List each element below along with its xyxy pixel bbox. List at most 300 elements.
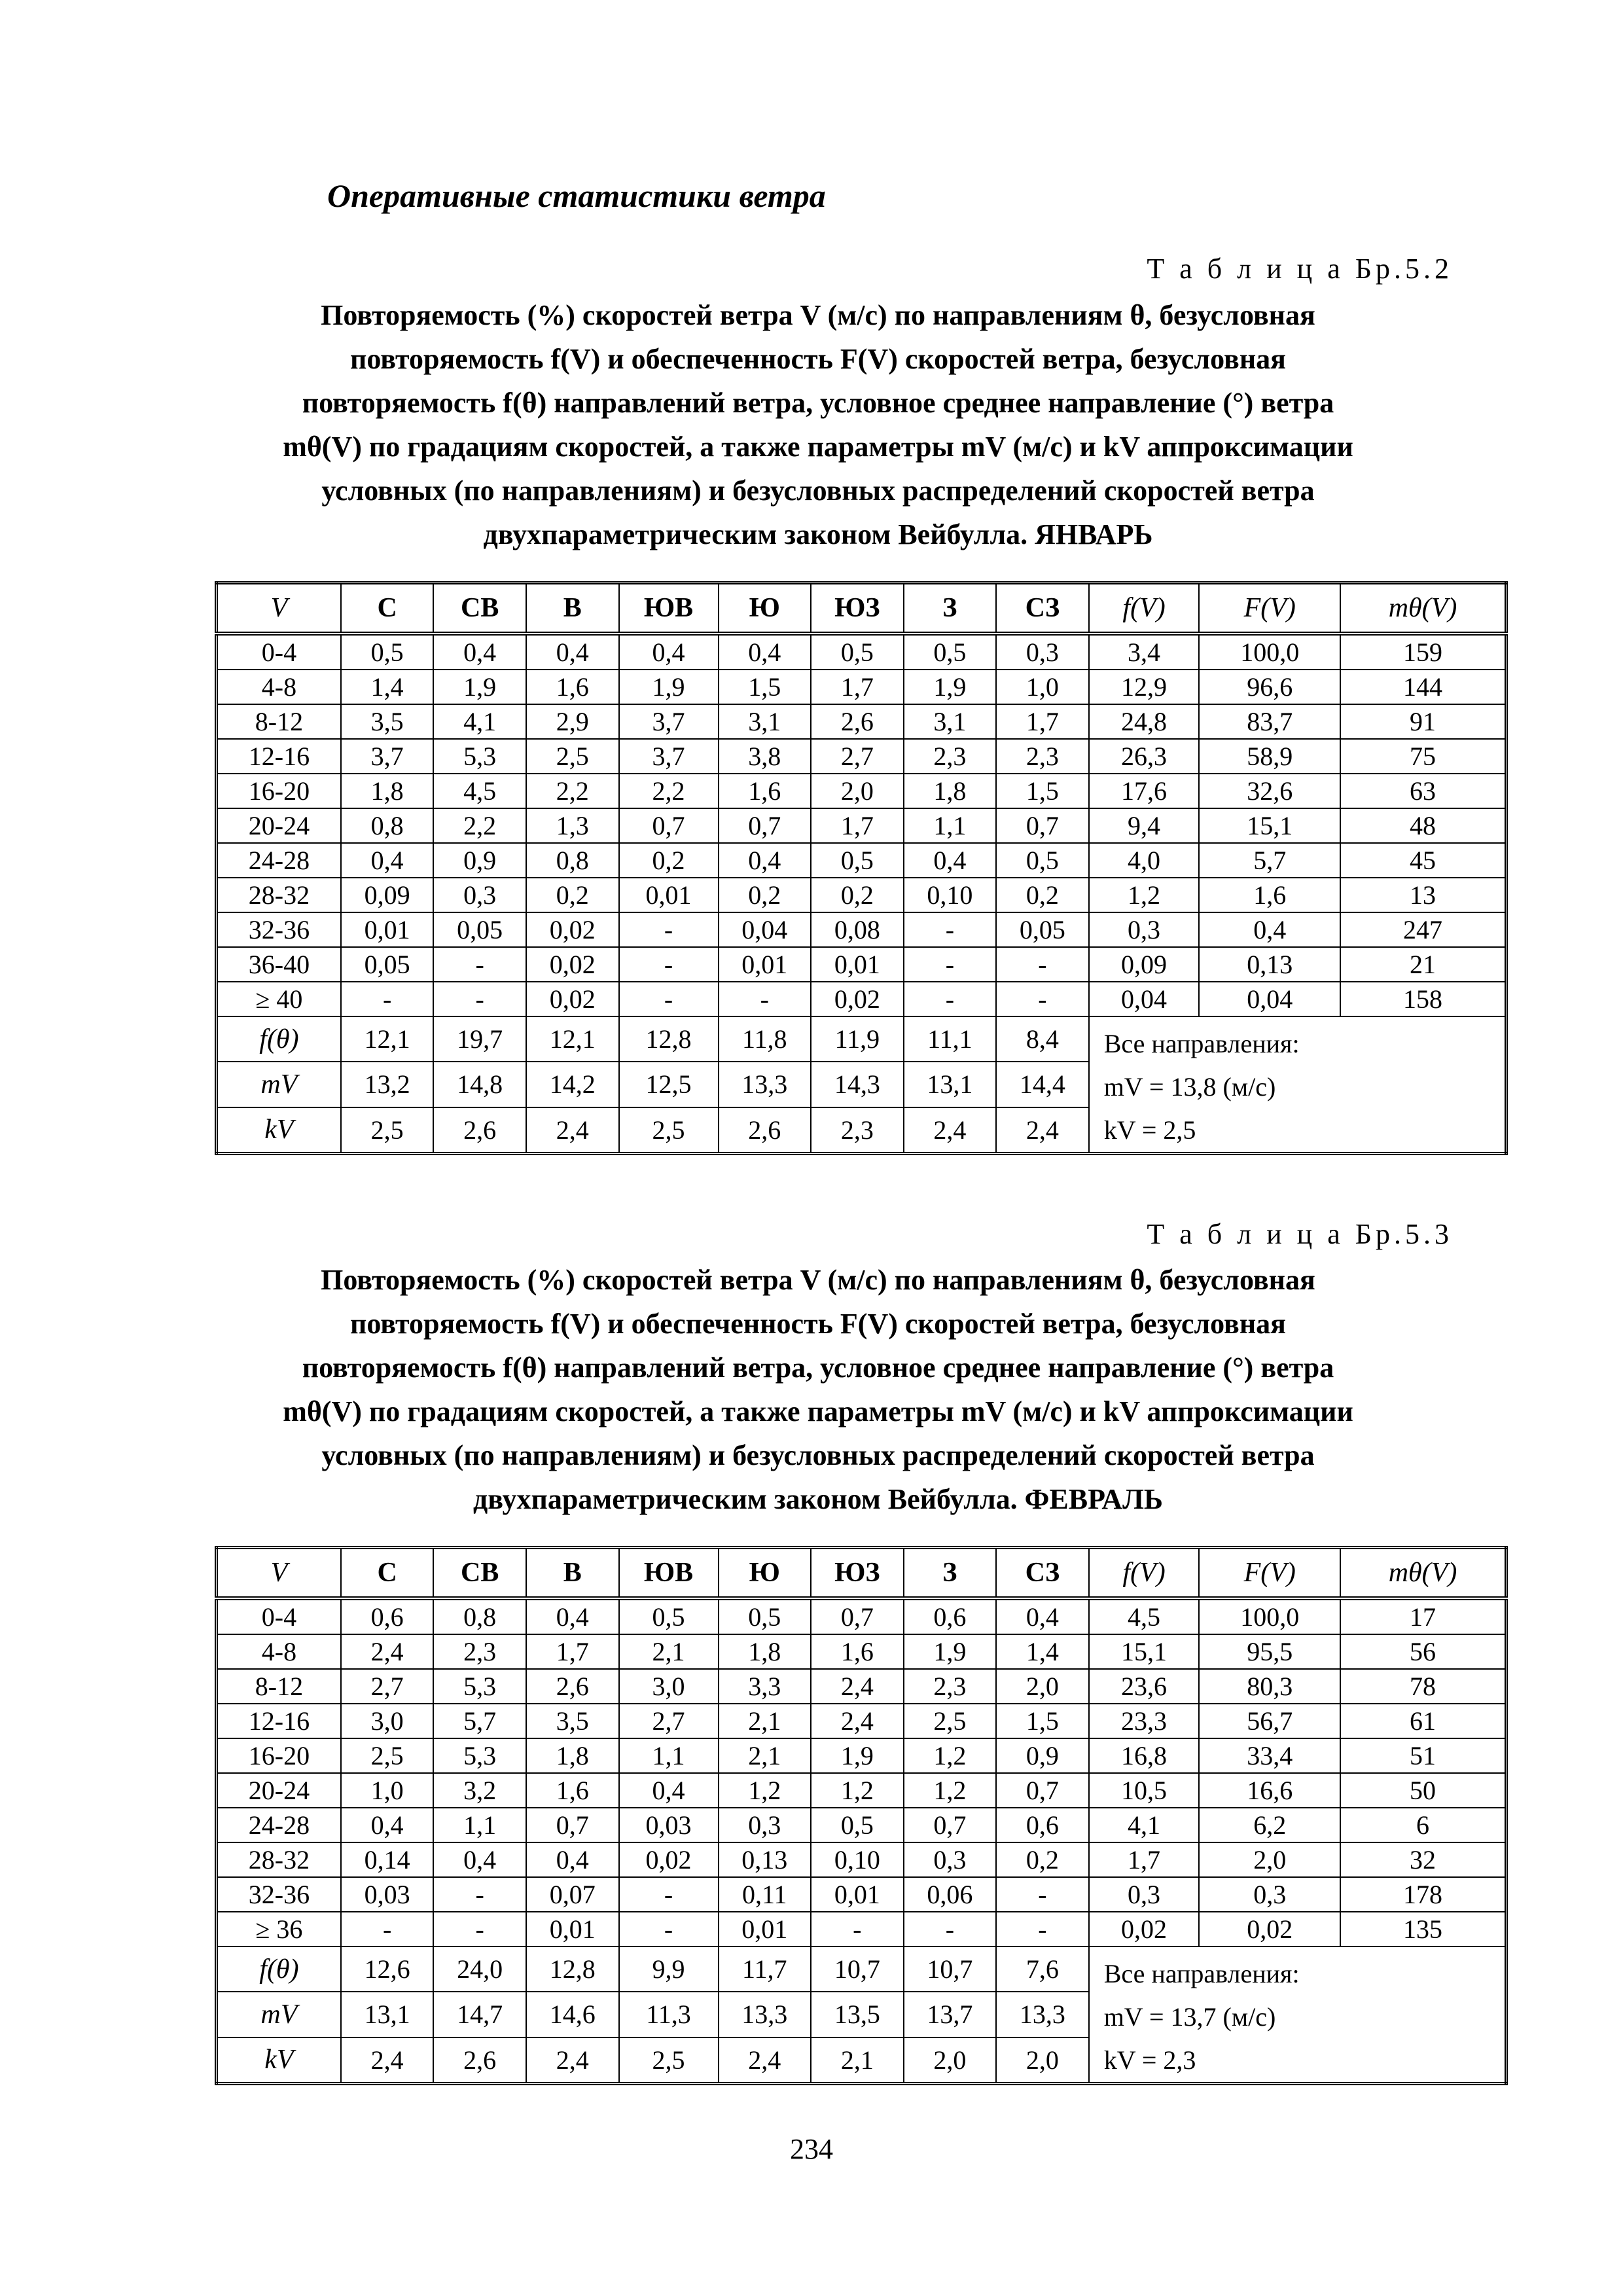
- table-cell: 23,3: [1089, 1704, 1200, 1738]
- stat-cell: 11,7: [719, 1946, 812, 1992]
- table-cell: 56: [1340, 1634, 1506, 1669]
- stat-cell: 2,4: [526, 2037, 619, 2084]
- column-header: Ю: [719, 583, 812, 634]
- stat-cell: 12,1: [526, 1016, 619, 1062]
- table-cell: 3,5: [341, 704, 434, 739]
- table-cell: 1,2: [904, 1773, 997, 1808]
- stat-cell: 13,2: [341, 1062, 434, 1107]
- table-cell: 2,3: [904, 1669, 997, 1704]
- table-a-caption: [196, 293, 1440, 556]
- table-cell: 0,5: [341, 634, 434, 670]
- table-cell: 95,5: [1199, 1634, 1340, 1669]
- table-cell: -: [433, 1877, 526, 1912]
- all-directions-line: Все направления:: [1103, 1029, 1300, 1058]
- table-row: [217, 808, 1507, 843]
- table-cell: 1,7: [996, 704, 1089, 739]
- table-cell: 1,5: [996, 774, 1089, 808]
- stat-cell: 2,5: [341, 1107, 434, 1154]
- table-cell: 0,05: [341, 947, 434, 982]
- table-cell: 3,0: [341, 1704, 434, 1738]
- table-cell: 2,5: [904, 1704, 997, 1738]
- table-cell: 1,2: [1089, 878, 1200, 912]
- table-cell: 0,8: [526, 843, 619, 878]
- speed-range-cell: 0-4: [217, 634, 341, 670]
- table-cell: 0,09: [1089, 947, 1200, 982]
- table-cell: 0,04: [1199, 982, 1340, 1016]
- column-header: СВ: [433, 1548, 526, 1599]
- table-cell: 0,2: [811, 878, 904, 912]
- table-cell: 0,02: [619, 1842, 719, 1877]
- table-cell: 5,7: [433, 1704, 526, 1738]
- table-cell: 0,4: [904, 843, 997, 878]
- table-cell: 1,2: [811, 1773, 904, 1808]
- table-cell: 2,1: [619, 1634, 719, 1669]
- speed-range-cell: 16-20: [217, 1738, 341, 1773]
- stat-cell: 12,5: [619, 1062, 719, 1107]
- table-cell: 0,02: [1199, 1912, 1340, 1946]
- column-header: СВ: [433, 583, 526, 634]
- table-cell: 5,3: [433, 739, 526, 774]
- table-cell: 0,2: [526, 878, 619, 912]
- table-cell: 0,3: [904, 1842, 997, 1877]
- table-cell: 2,1: [719, 1738, 812, 1773]
- table-cell: 0,2: [996, 878, 1089, 912]
- table-cell: 0,3: [1089, 912, 1200, 947]
- table-cell: 1,7: [1089, 1842, 1200, 1877]
- column-header: V: [217, 1548, 341, 1599]
- table-cell: -: [904, 947, 997, 982]
- table-row: [217, 878, 1507, 912]
- table-cell: 1,6: [526, 1773, 619, 1808]
- table-cell: 48: [1340, 808, 1506, 843]
- table-cell: 0,2: [619, 843, 719, 878]
- table-cell: 2,4: [811, 1704, 904, 1738]
- stat-cell: 9,9: [619, 1946, 719, 1992]
- table-cell: -: [433, 947, 526, 982]
- stat-cell: 12,8: [526, 1946, 619, 1992]
- column-header: mθ(V): [1340, 1548, 1506, 1599]
- stat-cell: 14,3: [811, 1062, 904, 1107]
- table-cell: 0,3: [1199, 1877, 1340, 1912]
- stat-cell: 14,8: [433, 1062, 526, 1107]
- table-cell: 1,8: [719, 1634, 812, 1669]
- table-cell: 96,6: [1199, 670, 1340, 704]
- table-cell: 2,5: [526, 739, 619, 774]
- table-cell: 0,07: [526, 1877, 619, 1912]
- table-row: [217, 1877, 1507, 1912]
- table-cell: 135: [1340, 1912, 1506, 1946]
- table-cell: 0,04: [719, 912, 812, 947]
- speed-range-cell: 16-20: [217, 774, 341, 808]
- table-cell: 5,7: [1199, 843, 1340, 878]
- column-header: f(V): [1089, 583, 1200, 634]
- caption-line: условных (по направлениям) и безусловных распределений скоростей ветра: [321, 475, 1315, 507]
- speed-range-cell: 12-16: [217, 1704, 341, 1738]
- table-cell: 0,05: [996, 912, 1089, 947]
- table-cell: 0,6: [996, 1808, 1089, 1842]
- table-cell: 0,7: [996, 1773, 1089, 1808]
- table-cell: -: [619, 1877, 719, 1912]
- table-cell: 0,6: [904, 1598, 997, 1634]
- table-cell: 13: [1340, 878, 1506, 912]
- table-cell: 1,5: [996, 1704, 1089, 1738]
- table-cell: 0,7: [619, 808, 719, 843]
- table-cell: 0,4: [719, 634, 812, 670]
- wind-table-february: [215, 1546, 1508, 2085]
- table-cell: 0,4: [433, 1842, 526, 1877]
- table-row: [217, 1808, 1507, 1842]
- table-cell: -: [996, 1877, 1089, 1912]
- table-cell: -: [996, 1912, 1089, 1946]
- column-header: f(V): [1089, 1548, 1200, 1599]
- table-cell: 16,6: [1199, 1773, 1340, 1808]
- table-cell: 15,1: [1199, 808, 1340, 843]
- table-row: [217, 1912, 1507, 1946]
- table-cell: 1,7: [811, 670, 904, 704]
- table-cell: 2,3: [433, 1634, 526, 1669]
- all-directions-line: kV = 2,5: [1103, 1115, 1196, 1145]
- table-cell: -: [996, 982, 1089, 1016]
- speed-range-cell: 36-40: [217, 947, 341, 982]
- table-cell: 2,4: [811, 1669, 904, 1704]
- table-cell: 33,4: [1199, 1738, 1340, 1773]
- stat-cell: 11,9: [811, 1016, 904, 1062]
- wind-table-january: [215, 581, 1508, 1155]
- table-cell: 10,5: [1089, 1773, 1200, 1808]
- table-cell: 1,8: [341, 774, 434, 808]
- table-cell: 0,03: [341, 1877, 434, 1912]
- table-cell: -: [341, 1912, 434, 1946]
- stat-cell: 14,7: [433, 1992, 526, 2037]
- table-row: [217, 947, 1507, 982]
- stat-cell: 11,8: [719, 1016, 812, 1062]
- table-cell: 0,5: [811, 634, 904, 670]
- table-cell: 0,4: [719, 843, 812, 878]
- table-cell: 3,3: [719, 1669, 812, 1704]
- table-cell: 0,04: [1089, 982, 1200, 1016]
- table-row: [217, 634, 1507, 670]
- stat-cell: 11,3: [619, 1992, 719, 2037]
- caption-line: Повторяемость (%) скоростей ветра V (м/с) по направлениям θ, безусловная: [321, 299, 1315, 331]
- table-cell: 63: [1340, 774, 1506, 808]
- speed-range-cell: 28-32: [217, 1842, 341, 1877]
- all-directions-line: Все направления:: [1103, 1959, 1300, 1988]
- column-header: ЮВ: [619, 583, 719, 634]
- table-cell: -: [719, 982, 812, 1016]
- table-cell: 178: [1340, 1877, 1506, 1912]
- table-cell: 0,7: [904, 1808, 997, 1842]
- speed-range-cell: ≥ 40: [217, 982, 341, 1016]
- table-cell: 0,02: [811, 982, 904, 1016]
- table-cell: 0,11: [719, 1877, 812, 1912]
- stat-cell: 13,5: [811, 1992, 904, 2037]
- column-header: СЗ: [996, 1548, 1089, 1599]
- table-cell: -: [341, 982, 434, 1016]
- stat-cell: 8,4: [996, 1016, 1089, 1062]
- table-cell: 3,8: [719, 739, 812, 774]
- table-cell: 1,9: [811, 1738, 904, 1773]
- caption-line: повторяемость f(V) и обеспеченность F(V) скоростей ветра, безусловная: [350, 343, 1286, 375]
- table-cell: 0,8: [433, 1598, 526, 1634]
- table-cell: 0,01: [811, 1877, 904, 1912]
- column-header: F(V): [1199, 583, 1340, 634]
- stat-cell: 24,0: [433, 1946, 526, 1992]
- table-row: [217, 739, 1507, 774]
- stat-cell: 2,4: [341, 2037, 434, 2084]
- table-cell: 2,4: [341, 1634, 434, 1669]
- table-cell: 3,0: [619, 1669, 719, 1704]
- table-cell: 0,5: [619, 1598, 719, 1634]
- table-cell: 2,3: [996, 739, 1089, 774]
- stat-cell: 13,3: [719, 1992, 812, 2037]
- table-cell: 0,01: [526, 1912, 619, 1946]
- table-cell: 0,6: [341, 1598, 434, 1634]
- table-cell: -: [904, 1912, 997, 1946]
- stat-cell: 2,6: [719, 1107, 812, 1154]
- caption-line: двухпараметрическим законом Вейбулла. ЯНВАРЬ: [483, 518, 1153, 550]
- table-cell: 0,4: [526, 1598, 619, 1634]
- table-cell: 0,14: [341, 1842, 434, 1877]
- table-cell: 0,02: [526, 982, 619, 1016]
- table-cell: 0,01: [341, 912, 434, 947]
- table-cell: 1,6: [811, 1634, 904, 1669]
- table-cell: 0,9: [996, 1738, 1089, 1773]
- table-cell: 247: [1340, 912, 1506, 947]
- caption-line: двухпараметрическим законом Вейбулла. ФЕВРАЛЬ: [473, 1483, 1164, 1515]
- column-header: ЮВ: [619, 1548, 719, 1599]
- stat-cell: 13,1: [341, 1992, 434, 2037]
- table-cell: 0,2: [996, 1842, 1089, 1877]
- column-header: В: [526, 583, 619, 634]
- table-cell: 23,6: [1089, 1669, 1200, 1704]
- column-header: V: [217, 583, 341, 634]
- table-cell: 3,1: [719, 704, 812, 739]
- table-cell: 159: [1340, 634, 1506, 670]
- table-cell: 6: [1340, 1808, 1506, 1842]
- table-cell: 58,9: [1199, 739, 1340, 774]
- table-cell: 3,1: [904, 704, 997, 739]
- table-cell: 1,9: [619, 670, 719, 704]
- table-cell: 0,05: [433, 912, 526, 947]
- table-row: [217, 982, 1507, 1016]
- table-cell: 1,4: [341, 670, 434, 704]
- stat-cell: 14,2: [526, 1062, 619, 1107]
- table-cell: -: [433, 982, 526, 1016]
- table-cell: 0,5: [811, 1808, 904, 1842]
- table-cell: 0,4: [433, 634, 526, 670]
- table-cell: 12,9: [1089, 670, 1200, 704]
- table-cell: 2,3: [904, 739, 997, 774]
- table-cell: -: [811, 1912, 904, 1946]
- table-cell: 0,3: [996, 634, 1089, 670]
- stat-cell: 11,1: [904, 1016, 997, 1062]
- stat-label-cell: kV: [217, 2037, 341, 2084]
- table-cell: 9,4: [1089, 808, 1200, 843]
- stat-cell: 2,0: [904, 2037, 997, 2084]
- speed-range-cell: 24-28: [217, 1808, 341, 1842]
- speed-range-cell: 20-24: [217, 808, 341, 843]
- speed-range-cell: 8-12: [217, 1669, 341, 1704]
- table-cell: 15,1: [1089, 1634, 1200, 1669]
- table-cell: 32: [1340, 1842, 1506, 1877]
- table-cell: 26,3: [1089, 739, 1200, 774]
- stat-cell: 10,7: [811, 1946, 904, 1992]
- caption-line: mθ(V) по градациям скоростей, а также параметры mV (м/с) и kV аппроксимации: [283, 1395, 1353, 1427]
- table-cell: 0,02: [526, 947, 619, 982]
- table-cell: 0,01: [619, 878, 719, 912]
- table-cell: -: [904, 912, 997, 947]
- table-cell: 100,0: [1199, 634, 1340, 670]
- table-cell: -: [996, 947, 1089, 982]
- all-directions-line: mV = 13,8 (м/с): [1103, 1072, 1276, 1102]
- table-row: [217, 1669, 1507, 1704]
- table-cell: 1,6: [1199, 878, 1340, 912]
- table-cell: 45: [1340, 843, 1506, 878]
- table-cell: 1,8: [904, 774, 997, 808]
- table-cell: 0,01: [719, 1912, 812, 1946]
- table-cell: 2,2: [526, 774, 619, 808]
- speed-range-cell: 28-32: [217, 878, 341, 912]
- stat-cell: 13,7: [904, 1992, 997, 2037]
- table-cell: 61: [1340, 1704, 1506, 1738]
- all-directions-line: kV = 2,3: [1103, 2045, 1196, 2075]
- table-cell: 1,9: [433, 670, 526, 704]
- table-cell: 2,7: [811, 739, 904, 774]
- table-cell: 2,6: [526, 1669, 619, 1704]
- page-number: 234: [790, 2133, 833, 2165]
- stat-cell: 10,7: [904, 1946, 997, 1992]
- table-cell: -: [619, 947, 719, 982]
- table-cell: 4,1: [1089, 1808, 1200, 1842]
- caption-line: условных (по направлениям) и безусловных распределений скоростей ветра: [321, 1439, 1315, 1471]
- table-cell: 1,4: [996, 1634, 1089, 1669]
- table-cell: 0,5: [811, 843, 904, 878]
- stat-cell: 2,1: [811, 2037, 904, 2084]
- table-cell: 0,4: [1199, 912, 1340, 947]
- table-cell: 0,7: [811, 1598, 904, 1634]
- table-cell: 144: [1340, 670, 1506, 704]
- table-cell: 0,8: [341, 808, 434, 843]
- table-cell: 0,5: [904, 634, 997, 670]
- table-cell: 21: [1340, 947, 1506, 982]
- table-cell: 80,3: [1199, 1669, 1340, 1704]
- table-cell: 17,6: [1089, 774, 1200, 808]
- section-title: Оперативные статистики ветра: [327, 177, 826, 214]
- table-row: [217, 670, 1507, 704]
- column-header: СЗ: [996, 583, 1089, 634]
- table-cell: 0,10: [811, 1842, 904, 1877]
- table-cell: 1,1: [904, 808, 997, 843]
- table-cell: 4,5: [1089, 1598, 1200, 1634]
- table-cell: 1,6: [719, 774, 812, 808]
- stat-cell: 2,4: [904, 1107, 997, 1154]
- table-cell: -: [904, 982, 997, 1016]
- stat-cell: 2,6: [433, 1107, 526, 1154]
- table-cell: -: [619, 1912, 719, 1946]
- table-cell: 0,5: [996, 843, 1089, 878]
- stat-cell: 12,1: [341, 1016, 434, 1062]
- table-cell: 2,7: [341, 1669, 434, 1704]
- table-cell: 0,13: [719, 1842, 812, 1877]
- table-cell: 16,8: [1089, 1738, 1200, 1773]
- column-header: С: [341, 583, 434, 634]
- table-b-number: Т а б л и ц а Бр.5.3: [1147, 1218, 1453, 1250]
- stat-cell: 13,3: [719, 1062, 812, 1107]
- table-cell: 2,0: [1199, 1842, 1340, 1877]
- table-cell: 0,7: [996, 808, 1089, 843]
- table-cell: 0,02: [526, 912, 619, 947]
- table-cell: 2,2: [619, 774, 719, 808]
- table-cell: 1,8: [526, 1738, 619, 1773]
- stat-label-cell: mV: [217, 1992, 341, 2037]
- table-cell: 0,10: [904, 878, 997, 912]
- table-cell: 5,3: [433, 1738, 526, 1773]
- table-row: [217, 1842, 1507, 1877]
- table-cell: 2,2: [433, 808, 526, 843]
- speed-range-cell: 24-28: [217, 843, 341, 878]
- table-cell: 3,7: [619, 704, 719, 739]
- stat-row: [217, 1016, 1507, 1062]
- table-cell: 4,1: [433, 704, 526, 739]
- table-cell: 0,09: [341, 878, 434, 912]
- table-cell: 2,1: [719, 1704, 812, 1738]
- stat-cell: 2,5: [619, 2037, 719, 2084]
- stat-label-cell: f(θ): [217, 1016, 341, 1062]
- stat-cell: 13,3: [996, 1992, 1089, 2037]
- table-a-number: Т а б л и ц а Бр.5.2: [1147, 253, 1453, 285]
- stat-cell: 14,4: [996, 1062, 1089, 1107]
- speed-range-cell: 4-8: [217, 1634, 341, 1669]
- stat-cell: 12,8: [619, 1016, 719, 1062]
- stat-cell: 2,6: [433, 2037, 526, 2084]
- table-cell: 1,2: [719, 1773, 812, 1808]
- speed-range-cell: 20-24: [217, 1773, 341, 1808]
- speed-range-cell: ≥ 36: [217, 1912, 341, 1946]
- table-cell: 0,13: [1199, 947, 1340, 982]
- speed-range-cell: 0-4: [217, 1598, 341, 1634]
- column-header: З: [904, 1548, 997, 1599]
- table-cell: 0,4: [526, 634, 619, 670]
- table-cell: 1,0: [341, 1773, 434, 1808]
- table-cell: -: [619, 982, 719, 1016]
- caption-line: повторяемость f(V) и обеспеченность F(V) скоростей ветра, безусловная: [350, 1308, 1286, 1340]
- table-cell: 4,0: [1089, 843, 1200, 878]
- stat-row: [217, 1946, 1507, 1992]
- table-cell: 0,5: [719, 1598, 812, 1634]
- stat-cell: 2,5: [619, 1107, 719, 1154]
- stat-cell: 2,0: [996, 2037, 1089, 2084]
- table-cell: 91: [1340, 704, 1506, 739]
- table-cell: 51: [1340, 1738, 1506, 1773]
- speed-range-cell: 12-16: [217, 739, 341, 774]
- table-cell: 1,7: [526, 1634, 619, 1669]
- table-row: [217, 1704, 1507, 1738]
- table-cell: 0,7: [526, 1808, 619, 1842]
- table-cell: 0,2: [719, 878, 812, 912]
- table-cell: 0,01: [811, 947, 904, 982]
- stat-label-cell: mV: [217, 1062, 341, 1107]
- table-cell: 1,2: [904, 1738, 997, 1773]
- stat-cell: 7,6: [996, 1946, 1089, 1992]
- stat-cell: 12,6: [341, 1946, 434, 1992]
- table-cell: 0,9: [433, 843, 526, 878]
- column-header: Ю: [719, 1548, 812, 1599]
- table-cell: 1,1: [433, 1808, 526, 1842]
- stat-label-cell: kV: [217, 1107, 341, 1154]
- table-row: [217, 843, 1507, 878]
- speed-range-cell: 32-36: [217, 912, 341, 947]
- stat-cell: 2,4: [526, 1107, 619, 1154]
